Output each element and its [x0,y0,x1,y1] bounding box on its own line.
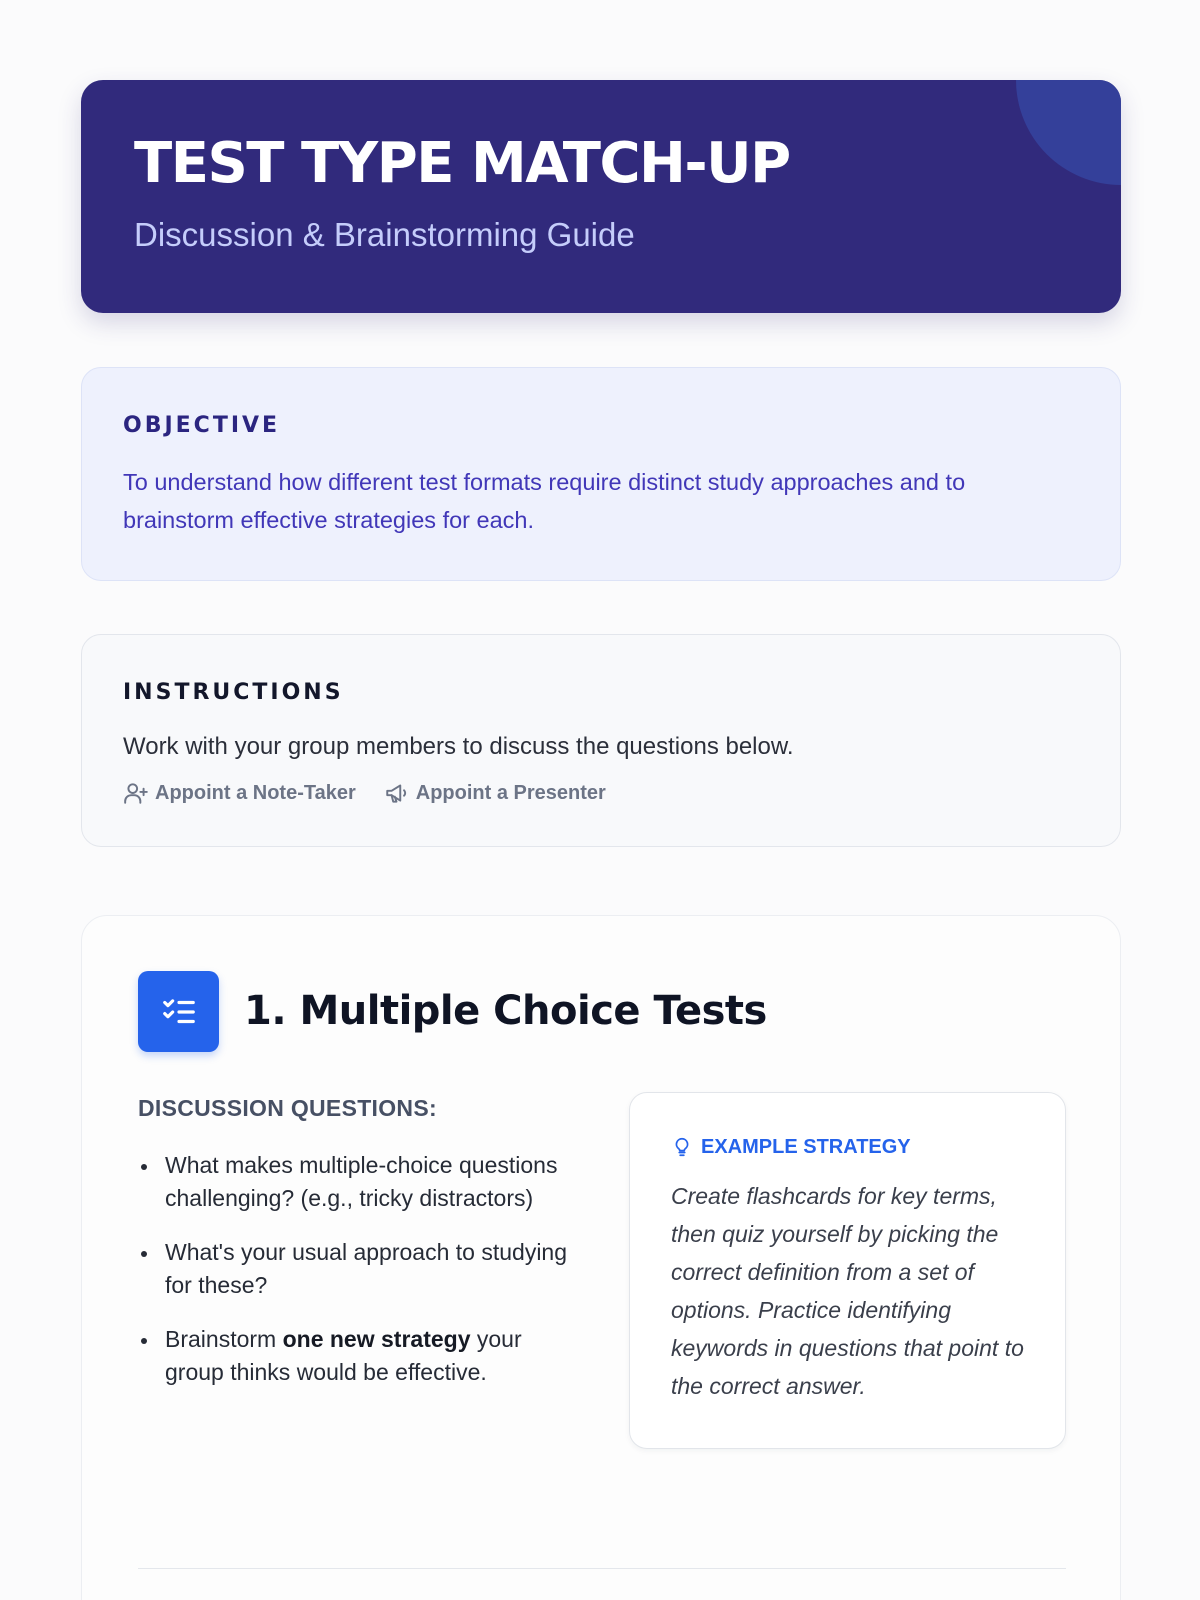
section-multiple-choice [81,915,1121,1600]
lightbulb-icon [671,1135,693,1159]
objective-heading: OBJECTIVE [123,413,281,438]
example-strategy-label [671,1135,911,1159]
instructions-text: Work with your group members to discuss the questions below. [123,733,794,760]
role-presenter-label: Appoint a Presenter [415,781,606,804]
question-text: Brainstorm [165,1326,283,1352]
discussion-questions-heading: DISCUSSION QUESTIONS: [138,1095,437,1121]
example-strategy-card [629,1092,1066,1449]
discussion-question: What's your usual approach to studying for these? [138,1236,578,1302]
example-strategy-text: Create flashcards for key terms, then quiz yourself by picking the correct definition from a set of options. Practice identifying keywords in questions that point to the correct answer. [671,1183,1024,1399]
section-title: 1. Multiple Choice Tests [244,988,767,1034]
instructions-heading: INSTRUCTIONS [123,680,344,705]
role-list [123,780,634,806]
discussion-question [138,1323,578,1389]
megaphone-icon [384,780,410,806]
instructions-card [81,634,1121,847]
objective-card [81,367,1121,581]
role-note-taker [123,780,356,806]
discussion-question: What makes multiple-choice questions challenging? (e.g., tricky distractors) [138,1149,578,1215]
page-subtitle: Discussion & Brainstorming Guide [134,216,635,253]
user-plus-icon [123,780,149,806]
role-presenter [384,780,606,806]
page-title: TEST TYPE MATCH-UP [134,131,790,196]
example-strategy-label-text: EXAMPLE STRATEGY [701,1135,911,1158]
role-note-taker-label: Appoint a Note-Taker [155,781,356,804]
question-emphasis: one new strategy [282,1326,471,1352]
checklist-icon [138,971,219,1052]
question-text: your group thinks would be effective. [165,1326,522,1385]
section-divider [138,1568,1066,1569]
discussion-question-list [138,1149,578,1410]
header-banner [81,80,1121,313]
header-decoration [1016,80,1121,185]
objective-text: To understand how different test formats require distinct study approaches and to brainstorm effective strategies for each. [123,469,966,533]
